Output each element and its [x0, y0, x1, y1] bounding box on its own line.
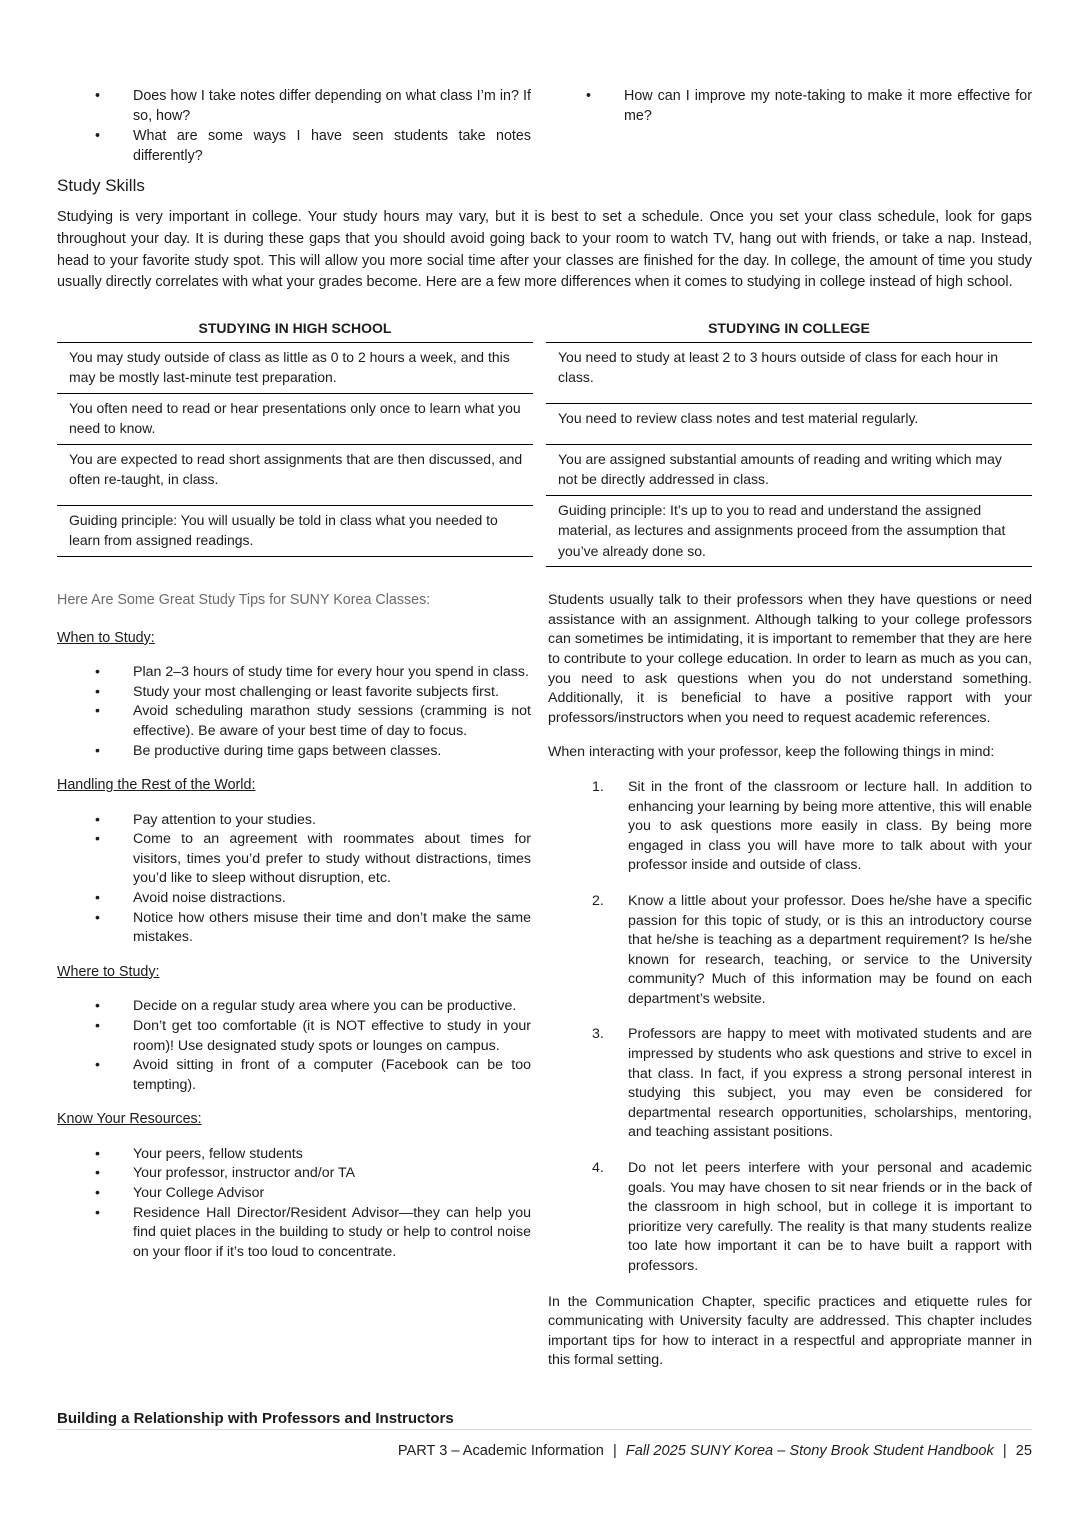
footer-page-number: 25	[1015, 1443, 1032, 1459]
heading-handling-rest-of-world: Handling the Rest of the World:	[57, 777, 256, 794]
table-cell-high-school: Guiding principle: You will usually be told in class what you needed to learn from assigned readings.	[57, 505, 533, 557]
table-cell-college: You need to review class notes and test material regularly.	[546, 403, 1032, 434]
table-cell-college: You are assigned substantial amounts of reading and writing which may not be directly addressed in class.	[546, 444, 1032, 495]
list-item	[57, 889, 531, 909]
where-to-study-list	[57, 997, 531, 1095]
list-item	[57, 830, 531, 889]
bullet-marker: •	[95, 1017, 100, 1034]
bullet-marker: •	[95, 1165, 100, 1182]
list-item-text: Study your most challenging or least favorite subjects first.	[133, 683, 499, 700]
communication-chapter-paragraph: In the Communication Chapter, specific practices and etiquette rules for communicating with University faculty are addressed. This chapter includes important tips for how to interact in a respectful and appropriate manner in this formal setting.	[548, 1293, 1032, 1369]
table-header-row	[57, 316, 1032, 342]
numbered-list-item	[548, 892, 1032, 1010]
bullet-marker: •	[95, 128, 101, 144]
table-gutter	[533, 393, 546, 444]
number-marker: 3.	[592, 1026, 604, 1043]
column-header-high-school: STUDYING IN HIGH SCHOOL	[198, 320, 392, 337]
list-item	[57, 663, 531, 683]
numbered-list-item	[548, 1025, 1032, 1143]
list-item	[57, 1017, 531, 1056]
bullet-marker: •	[95, 1184, 100, 1201]
bullet-marker: •	[95, 664, 100, 681]
column-gutter	[531, 591, 548, 1429]
table-gutter	[533, 495, 546, 568]
list-item	[57, 86, 531, 126]
bullet-marker: •	[95, 998, 100, 1015]
section-title-study-skills: Study Skills	[57, 176, 145, 195]
list-item-text: Residence Hall Director/Resident Advisor—they can help you find quiet places in the building to study or help to control noise on your floor if it’s too loud to concentrate.	[133, 1204, 531, 1260]
footer-separator: |	[1002, 1443, 1007, 1459]
list-item-text: Notice how others misuse their time and don’t make the same mistakes.	[133, 909, 531, 946]
bullet-marker: •	[95, 909, 100, 926]
list-item-text: Pay attention to your studies.	[133, 811, 316, 828]
table-cell-college: You need to study at least 2 to 3 hours outside of class for each hour in class.	[546, 342, 1032, 393]
bullet-marker: •	[95, 683, 100, 700]
list-item	[57, 683, 531, 703]
study-skills-paragraph: Studying is very important in college. Your study hours may vary, but it is best to set a schedule. Once you set your class schedule, look for gaps throughout your day. It is during these gaps that you should avoid going back to your room to watch TV, hang out with friends, or take a nap. Instead, head to your favorite study spot. This will allow you more social time after your classes are finished for the day. In college, the amount of time you study usually directly correlates with what your grades become. Here are a few more differences when it comes to studying in college instead of high school.	[57, 209, 1032, 291]
list-item-text: What are some ways I have seen students take notes differently?	[133, 128, 531, 164]
list-item-text: Avoid sitting in front of a computer (Facebook can be too tempting).	[133, 1057, 531, 1093]
list-item	[57, 742, 531, 762]
number-marker: 4.	[592, 1160, 604, 1177]
bullet-marker: •	[95, 742, 100, 759]
footer-separator: |	[612, 1443, 617, 1459]
heading-know-your-resources: Know Your Resources:	[57, 1111, 202, 1128]
list-item	[57, 1204, 531, 1263]
professors-column	[548, 591, 1032, 1429]
number-marker: 1.	[592, 778, 604, 795]
list-item	[57, 1145, 531, 1165]
column-gutter	[531, 86, 548, 166]
list-item	[57, 1184, 531, 1204]
bullet-marker: •	[586, 88, 592, 104]
table-cell-high-school: You may study outside of class as little as 0 to 2 hours a week, and this may be mostly last-minute test preparation.	[57, 342, 533, 393]
numbered-list-item	[548, 778, 1032, 876]
list-item-text: Come to an agreement with roommates about times for visitors, times you’d prefer to study without distractions, times you’d like to sleep without disruption, etc.	[133, 831, 531, 887]
table-cell-high-school: You often need to read or hear presentations only once to learn what you need to know.	[57, 393, 533, 444]
list-item-text: How can I improve my note-taking to make it more effective for me?	[624, 88, 1032, 124]
list-item	[57, 1164, 531, 1184]
professors-paragraph: Students usually talk to their professors when they have questions or need assistance with an assignment. Although talking to your college professors can sometimes be intimidating, it is important to remember that they are here to contribute to your college education. In order to learn as much as you can, you need to ask questions when you do not understand something. Additionally, it is beneficial to have a positive rapport with your professors/instructors when you need to request academic references.	[548, 592, 1032, 726]
list-item-text: Your peers, fellow students	[133, 1145, 303, 1162]
table-gutter	[533, 316, 546, 342]
heading-where-to-study: Where to Study:	[57, 963, 160, 980]
column-header-college: STUDYING IN COLLEGE	[708, 320, 870, 337]
table-cell-high-school: You are expected to read short assignments that are then discussed, and often re-taught, in class.	[57, 444, 533, 495]
table-row	[57, 393, 1032, 444]
list-item	[57, 997, 531, 1017]
numbered-item-text: Do not let peers interfere with your personal and academic goals. You may have chosen to sit near friends or in the back of the classroom in high school, but in college it is important to prioritize very carefully. The reality is that many students realize too late how important it can be to have built a rapport with professors.	[628, 1160, 1032, 1274]
numbered-list-item	[548, 1159, 1032, 1277]
section-title-building-relationship: Building a Relationship with Professors and Instructors	[57, 1410, 454, 1427]
table-gutter	[533, 444, 546, 495]
numbered-item-text: Professors are happy to meet with motivated students and are impressed by students who ask questions and strive to excel in that class. In fact, if you express a strong personal interest in studying this subject, you may even be considered for departmental research opportunities, scholarships, mentoring, and teaching assistant positions.	[628, 1026, 1032, 1141]
study-comparison-table	[57, 316, 1032, 567]
list-item	[57, 909, 531, 948]
list-item	[57, 702, 531, 741]
numbered-item-text: Sit in the front of the classroom or lecture hall. In addition to enhancing your learning by being more attentive, this will enable you to ask questions more easily in class. By being more engaged in class you will have more to talk about with your professor inside and outside of class.	[628, 778, 1032, 874]
bullet-marker: •	[95, 1057, 100, 1074]
when-to-study-list	[57, 663, 531, 761]
bullet-marker: •	[95, 703, 100, 720]
note-questions-left-column	[57, 86, 531, 166]
table-cell-college: Guiding principle: It’s up to you to read and understand the assigned material, as lectures and assignments proceed from the assumption that you’ve already done so.	[546, 495, 1032, 568]
list-item-text: Don’t get too comfortable (it is NOT effective to study in your room)! Use designated study spots or lounges on campus.	[133, 1017, 531, 1054]
list-item	[57, 1056, 531, 1095]
list-item-text: Avoid noise distractions.	[133, 890, 286, 907]
study-tips-intro: Here Are Some Great Study Tips for SUNY Korea Classes:	[57, 592, 431, 609]
list-item	[548, 86, 1032, 126]
body-columns	[57, 591, 1032, 1429]
number-marker: 2.	[592, 892, 604, 909]
heading-when-to-study: When to Study:	[57, 629, 155, 646]
footer-part-label: PART 3 – Academic Information	[397, 1443, 604, 1459]
bullet-marker: •	[95, 831, 100, 848]
note-questions-right-column	[548, 86, 1032, 166]
bullet-marker: •	[95, 1145, 100, 1162]
table-row	[57, 342, 1032, 393]
list-item-text: Plan 2–3 hours of study time for every hour you spend in class.	[133, 664, 529, 681]
footer-handbook-title: Fall 2025 SUNY Korea – Stony Brook Student Handbook	[625, 1443, 994, 1459]
table-gutter	[533, 342, 546, 393]
study-tips-column	[57, 591, 531, 1429]
list-item-text: Be productive during time gaps between classes.	[133, 742, 442, 759]
professors-paragraph: When interacting with your professor, keep the following things in mind:	[548, 744, 995, 761]
table-row	[57, 495, 1032, 568]
bullet-marker: •	[95, 890, 100, 907]
know-resources-list	[57, 1145, 531, 1263]
footer-text	[57, 1443, 1032, 1459]
table-row	[57, 444, 1032, 495]
list-item	[57, 811, 531, 831]
note-taking-questions	[57, 86, 1032, 166]
page-footer	[57, 1429, 1032, 1519]
bullet-marker: •	[95, 811, 100, 828]
list-item-text: Your professor, instructor and/or TA	[133, 1165, 356, 1182]
bullet-marker: •	[95, 1204, 100, 1221]
list-item	[57, 126, 531, 166]
list-item-text: Does how I take notes differ depending on what class I’m in? If so, how?	[133, 88, 531, 124]
list-item-text: Your College Advisor	[133, 1184, 265, 1201]
numbered-item-text: Know a little about your professor. Does he/she have a specific passion for this topic of study, or is this an introductory course that he/she is teaching as a department requirement? Is he/she known for research, teaching, or service to the University community? Much of this information may be found on each department’s website.	[628, 892, 1032, 1007]
bullet-marker: •	[95, 88, 101, 104]
list-item-text: Decide on a regular study area where you can be productive.	[133, 998, 517, 1015]
list-item-text: Avoid scheduling marathon study sessions (cramming is not effective). Be aware of your best time of day to focus.	[133, 703, 531, 739]
handling-world-list	[57, 811, 531, 948]
